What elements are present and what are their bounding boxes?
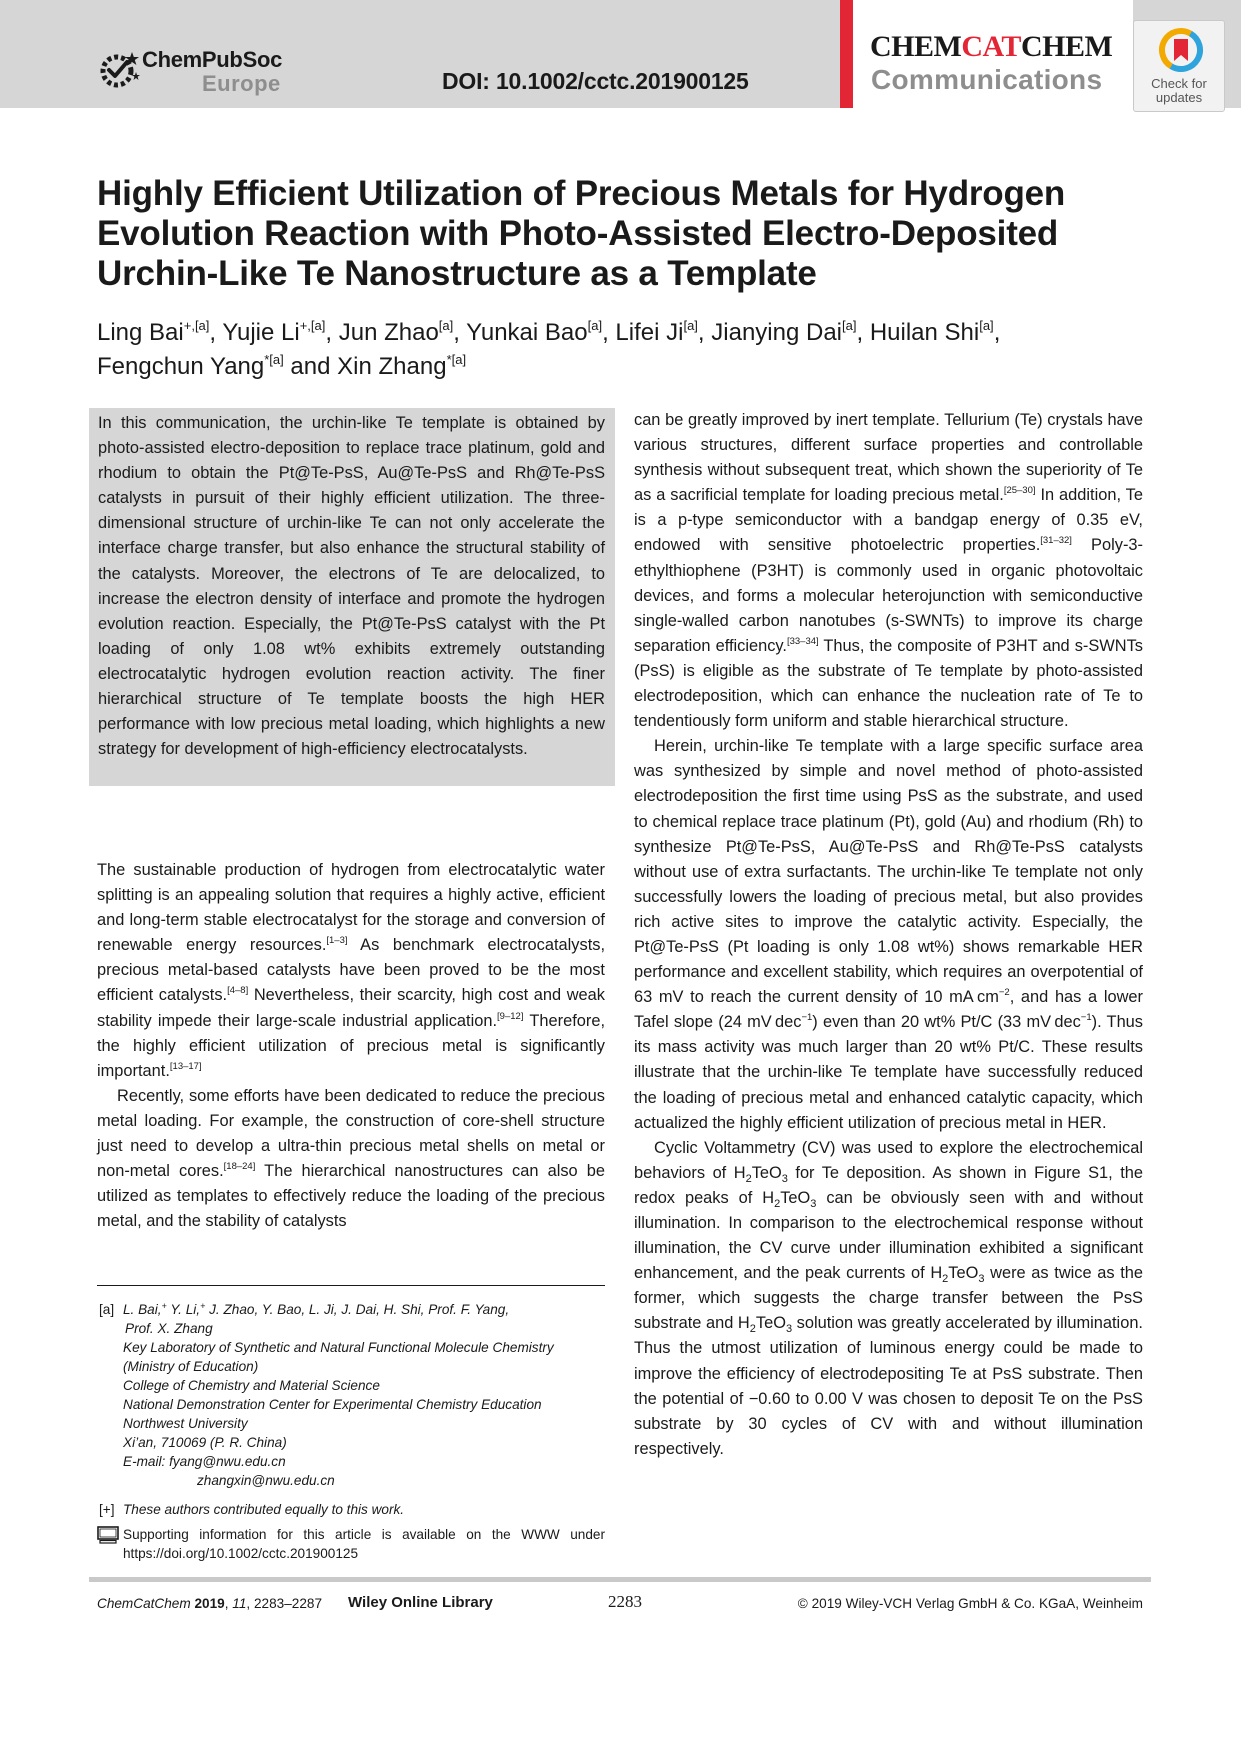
supporting-info-footnote[interactable] <box>97 1525 605 1563</box>
affiliation-line: Northwest University <box>123 1416 248 1431</box>
subscript: 3 <box>810 1197 817 1210</box>
superscript: −1 <box>801 1012 813 1024</box>
citation-volume: 11 <box>232 1596 247 1611</box>
journal-accent-bar <box>840 0 853 108</box>
author-affiliation-mark: *[a] <box>264 352 284 367</box>
article-title: Highly Efficient Utilization of Precious Metals for Hydrogen Evolution Reaction with Photo-Assisted Electro-Deposited Urchin-Like Te Nanostructure as a Template <box>97 174 1066 293</box>
affiliation-line: Key Laboratory of Synthetic and Natural Functional Molecule Chemistry <box>123 1340 554 1355</box>
copyright: © 2019 Wiley-VCH Verlag GmbH & Co. KGaA, Weinheim <box>797 1596 1143 1611</box>
author-name: Xin Zhang <box>337 353 447 380</box>
author-affiliation-mark: *[a] <box>446 352 467 367</box>
subscript: 2 <box>749 1323 756 1336</box>
citation-info: ChemCatChem 2019, 11, 2283–2287 <box>97 1596 323 1611</box>
journal-name-part: CAT <box>961 30 1021 63</box>
subscript: 3 <box>781 1172 788 1185</box>
superscript: [25–30] <box>1003 485 1036 497</box>
superscript: [31–32] <box>1040 535 1072 547</box>
author-affiliation-mark: +,[a] <box>299 318 326 333</box>
footnote-divider <box>97 1285 605 1286</box>
author-name: Lifei Ji <box>615 319 684 346</box>
footnotes <box>97 1300 605 1563</box>
author-name: Yujie Li <box>222 319 300 346</box>
author-affiliation-mark: [a] <box>683 318 698 333</box>
supporting-info-text: Supporting information for this article is available on the WWW under https://doi.org/10.1002/cctc.201900125 <box>123 1527 605 1561</box>
journal-name-part: CHEM <box>870 30 962 63</box>
doi[interactable]: DOI: 10.1002/cctc.201900125 <box>442 68 749 94</box>
superscript: [4–8] <box>227 985 249 997</box>
monitor-icon <box>97 1526 119 1544</box>
body-paragraph: Recently, some efforts have been dedicated to reduce the precious metal loading. For example, the construction of core-shell structure just need to develop a ultra-thin precious metal shells on metal or non-metal cores.[18–24] The hierarchical nanostructures can also be utilized as templates to effectively reduce the loading of the precious metal, and the stability of catalysts <box>97 1086 606 1231</box>
affiliation-line: E-mail: fyang@nwu.edu.cn <box>123 1454 286 1469</box>
check-updates-label <box>1134 77 1224 105</box>
citation-pages: 2283–2287 <box>253 1596 323 1611</box>
affiliation-line: National Demonstration Center for Experimental Chemistry Education <box>123 1397 542 1412</box>
body-paragraph: The sustainable production of hydrogen from electrocatalytic water splitting is an appealing solution that requires a highly active, efficient and long-term stable electrocatalyst for the storage and conversion of renewable energy resources.[1–3] As benchmark electrocatalysts, precious metal-based catalysts have been proved to be the most efficient catalysts.[4–8] Nevertheless, their scarcity, high cost and weak stability impede their large-scale industrial application.[9–12] Therefore, the highly efficient utilization of precious metal is significantly important.[13–17] <box>97 861 605 1080</box>
journal-abbrev: ChemCatChem <box>97 1596 191 1611</box>
wiley-online-library-link[interactable]: Wiley Online Library <box>348 1594 493 1611</box>
subscript: 2 <box>745 1172 752 1185</box>
check-updates-icon <box>1158 27 1204 73</box>
affiliation-footnote <box>97 1300 605 1490</box>
equal-contribution-text: These authors contributed equally to this work. <box>123 1502 405 1517</box>
equal-contribution-footnote <box>97 1500 605 1519</box>
body-column-right <box>634 408 1143 1462</box>
author-list: Ling Bai$^{+,[a]}$, Yujie $Li^{+,[a]}$, Jun Zhao[a], Yunkai Bao[a], Lifei Ji[a], Jianying Dai[a], Huilan Shi[a], Fengchun Yang$^{*[a]}$ and Xin Zhang$^{*[a]}$ <box>97 318 1001 380</box>
author-affiliation-mark: +,[a] <box>183 318 210 333</box>
check-updates-line: updates <box>1155 90 1203 105</box>
body-paragraph: can be greatly improved by inert template. Tellurium (Te) crystals have various structures, different surface properties and controllable synthesis without subsequent treat, which shown the superiority of Te as a sacrificial template for loading precious metal.[25–30] In addition, Te is a p-type semiconductor with a bandgap energy of 0.35 eV, endowed with sensitive photoelectric properties.[31–32] Poly-3-ethylthiophene (P3HT) is commonly used in organic photovoltaic devices, and forms a molecular heterojunction with semiconductive single-walled carbon nanotubes (s-SWNTs) to improve its charge separation efficiency.[33–34] Thus, the composite of P3HT and s-SWNTs (PsS) is eligible as the substrate of Te template by photo-assisted electrodeposition, which can enhance the nucleation rate of Te to tendentiously form uniform and stable hierarchical structure. <box>634 411 1143 731</box>
superscript: [1–3] <box>326 935 348 947</box>
citation-year: 2019 <box>194 1596 225 1611</box>
publisher-name: ChemPubSoc <box>142 47 283 72</box>
superscript: −2 <box>998 987 1010 999</box>
publisher-region: Europe <box>202 71 281 96</box>
author-name: Jun Zhao <box>338 319 439 346</box>
page-number: 2283 <box>608 1592 642 1611</box>
author-name: Jianying Dai <box>711 319 842 346</box>
body-paragraph: Cyclic Voltammetry (CV) was used to explore the electrochemical behaviors of $H_2TeO_3$ for Te deposition. As shown in Figure S1, the redox peaks of $H_2TeO_3$ can be obviously seen with and without illumination. In comparison to the electrochemical response without illumination, the CV curve under illumination exhibited a significant enhancement, and the peak currents of $H_2TeO_3$ were as twice as the former, which suggests the charge transfer between the PsS substrate and $H_2TeO_3$ solution was greatly accelerated by illumination. Thus the utmost utilization of luminous energy could be made to improve the efficiency of electrodepositing Te at PsS substrate. Then the potential of −0.60 to 0.00 V was chosen to deposit Te on the PsS substrate by 30 cycles of CV with and without illumination respectively. <box>634 1138 1143 1458</box>
superscript: + <box>200 1301 206 1311</box>
superscript: [13–17] <box>169 1060 202 1072</box>
author-name: Huilan Shi <box>869 319 980 346</box>
superscript: [18–24] <box>223 1161 256 1173</box>
footnote-marker: [+] <box>99 1502 115 1517</box>
check-updates-line: Check for <box>1151 76 1207 91</box>
affiliation-line: Prof. X. Zhang <box>125 1321 213 1336</box>
publisher-logo-icon <box>98 48 142 92</box>
body-paragraph: Herein, urchin-like Te template with a large specific surface area was synthesized by simple and novel method of photo-assisted electrodeposition the first time using PsS as the substrate, and used to chemical replace trace platinum (Pt), gold (Au) and rhodium (Rh) to synthesize Pt@Te-PsS, Au@Te-PsS and Rh@Te-PsS catalysts without use of extra surfactants. The urchin-like Te template not only successfully lowers the loading of precious metal, but also provides rich active sites to improve the catalytic activity. Especially, the Pt@Te-PsS (Pt loading is only 1.08 wt%) shows remarkable HER performance and excellent stability, which requires an overpotential of 63 mV to reach the current density of 10 mA $cm^{-2}$, and has a lower Tafel slope (24 mV dec$^{-1}$) even than 20 wt% Pt/C (33 mV dec$^{-1}$). Thus its mass activity was much larger than 20 wt% Pt/C. These results illustrate that the urchin-like Te template have successfully reduced the loading of precious metal and enhanced catalytic capacity, which actualized the highly efficient utilization of precious metal in HER. <box>634 737 1143 1132</box>
author-affiliation-mark: [a] <box>438 318 454 333</box>
article-type: Communications <box>871 64 1103 95</box>
superscript: −1 <box>1080 1012 1092 1024</box>
body-column-left <box>97 858 605 1234</box>
journal-name-part: CHEM <box>1020 30 1113 63</box>
footnote-marker: [a] <box>99 1302 115 1317</box>
superscript: [9–12] <box>497 1010 524 1022</box>
affiliation-line: L. Bai,+ Y. Li,+ J. Zhao, Y. Bao, L. Ji, J. Dai, H. Shi, Prof. F. Yang, <box>123 1301 510 1317</box>
publisher-logo[interactable] <box>98 46 288 96</box>
author-name: Ling Bai <box>97 319 184 346</box>
affiliation-line: zhangxin@nwu.edu.cn <box>197 1473 335 1488</box>
affiliation-text <box>123 1300 605 1490</box>
superscript: [33–34] <box>786 635 819 647</box>
author-name: Yunkai Bao <box>466 319 588 346</box>
superscript: + <box>161 1301 167 1311</box>
author-affiliation-mark: [a] <box>587 318 603 333</box>
affiliation-line: (Ministry of Education) <box>123 1359 259 1374</box>
author-name: Fengchun Yang <box>97 353 265 380</box>
abstract-text: In this communication, the urchin-like Te template is obtained by photo-assisted electro-deposition to replace trace platinum, gold and rhodium to obtain the Pt@Te-PsS, Au@Te-PsS and Rh@Te-PsS catalysts in pursuit of their highly efficient utilization. The three-dimensional structure of urchin-like Te can not only accelerate the interface charge transfer, but also enhance the structural stability of the catalysts. Moreover, the electrons of Te are delocalized, to increase the electron density of interface and promote the hydrogen evolution reaction. Especially, the Pt@Te-PsS catalyst with the Pt loading of only 1.08 wt% exhibits extremely outstanding electrocatalytic hydrogen evolution reaction activity. The finer hierarchical structure of Te template boosts the high HER performance with low precious metal loading, which highlights a new strategy for development of high-efficiency electrocatalysts. <box>98 414 605 759</box>
footer-divider <box>89 1577 1151 1582</box>
author-affiliation-mark: [a] <box>842 318 857 333</box>
check-for-updates-button[interactable] <box>1133 20 1225 112</box>
subscript: 3 <box>785 1323 793 1336</box>
subscript: 3 <box>978 1273 985 1286</box>
subscript: 2 <box>942 1273 949 1286</box>
affiliation-line: Xi’an, 710069 (P. R. China) <box>123 1435 287 1450</box>
journal-name <box>870 30 1112 64</box>
author-affiliation-mark: [a] <box>979 318 994 333</box>
subscript: 2 <box>774 1197 781 1210</box>
affiliation-line: College of Chemistry and Material Science <box>123 1378 380 1393</box>
